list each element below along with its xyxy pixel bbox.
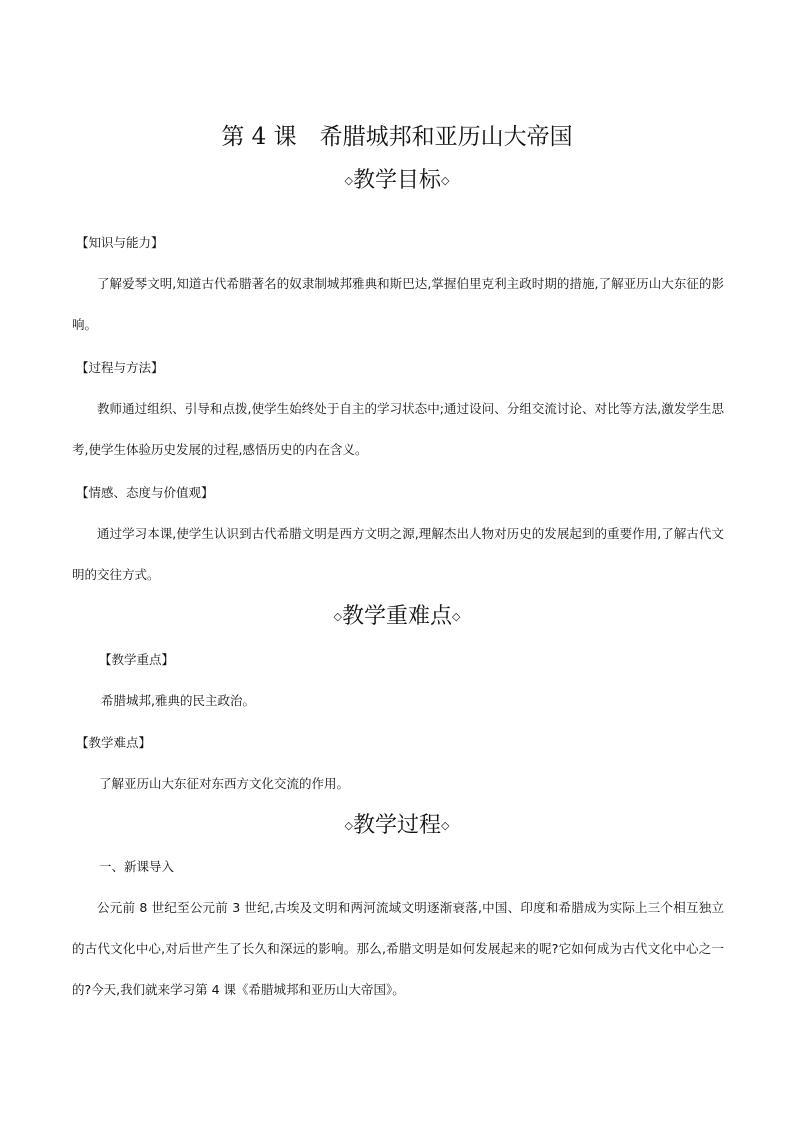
diamond-icon: ◇	[344, 174, 353, 187]
intro-label: 一、新课导入	[99, 859, 175, 874]
emotion-label: 【情感、态度与价值观】	[76, 485, 214, 500]
knowledge-paragraph: 了解爱琴文明,知道古代希腊著名的奴隶制城邦雅典和斯巴达,掌握伯里克利主政时期的措施,了解亚历山大东征的影响。	[72, 276, 724, 332]
section-heading-key-points	[0, 602, 794, 632]
difficulty-label: 【教学难点】	[76, 735, 152, 750]
diamond-icon: ◇	[441, 174, 450, 187]
section-heading-text: 教学过程	[352, 813, 441, 838]
process-paragraph: 教师通过组织、引导和点拨,使学生始终处于自主的学习状态中;通过设问、分组交流讨论、对比等方法,激发学生思考,使学生体验历史发展的过程,感悟历史的内在含义。	[72, 401, 724, 457]
section-heading-objectives	[0, 166, 794, 196]
diamond-icon: ◇	[441, 819, 450, 832]
section-heading-text: 教学重难点	[341, 604, 452, 629]
section-heading-text: 教学目标	[352, 168, 441, 193]
diamond-icon: ◇	[333, 610, 342, 623]
intro-paragraph: 公元前 8 世纪至公元前 3 世纪,古埃及文明和两河流域文明逐渐衰落,中国、印度和希腊成为实际上三个相互独立的古代文化中心,对后世产生了长久和深远的影响。那么,希腊文明是如何发展起来的呢?它如何成为古代文化中心之一的?今天,我们就来学习第 4 课《希腊城邦和亚历山大帝国》。	[72, 900, 724, 997]
lesson-title: 第 4 课 希腊城邦和亚历山大帝国	[221, 124, 573, 150]
diamond-icon: ◇	[344, 819, 353, 832]
focus-label: 【教学重点】	[99, 652, 175, 667]
diamond-icon: ◇	[452, 610, 461, 623]
section-heading-teaching-process	[0, 811, 794, 841]
process-label: 【过程与方法】	[76, 360, 164, 375]
emotion-paragraph: 通过学习本课,使学生认识到古代希腊文明是西方文明之源,理解杰出人物对历史的发展起到的重要作用,了解古代文明的交往方式。	[72, 526, 724, 582]
difficulty-text: 了解亚历山大东征对东西方文化交流的作用。	[99, 776, 350, 791]
knowledge-label: 【知识与能力】	[76, 235, 164, 250]
focus-text: 希腊城邦,雅典的民主政治。	[101, 693, 255, 708]
